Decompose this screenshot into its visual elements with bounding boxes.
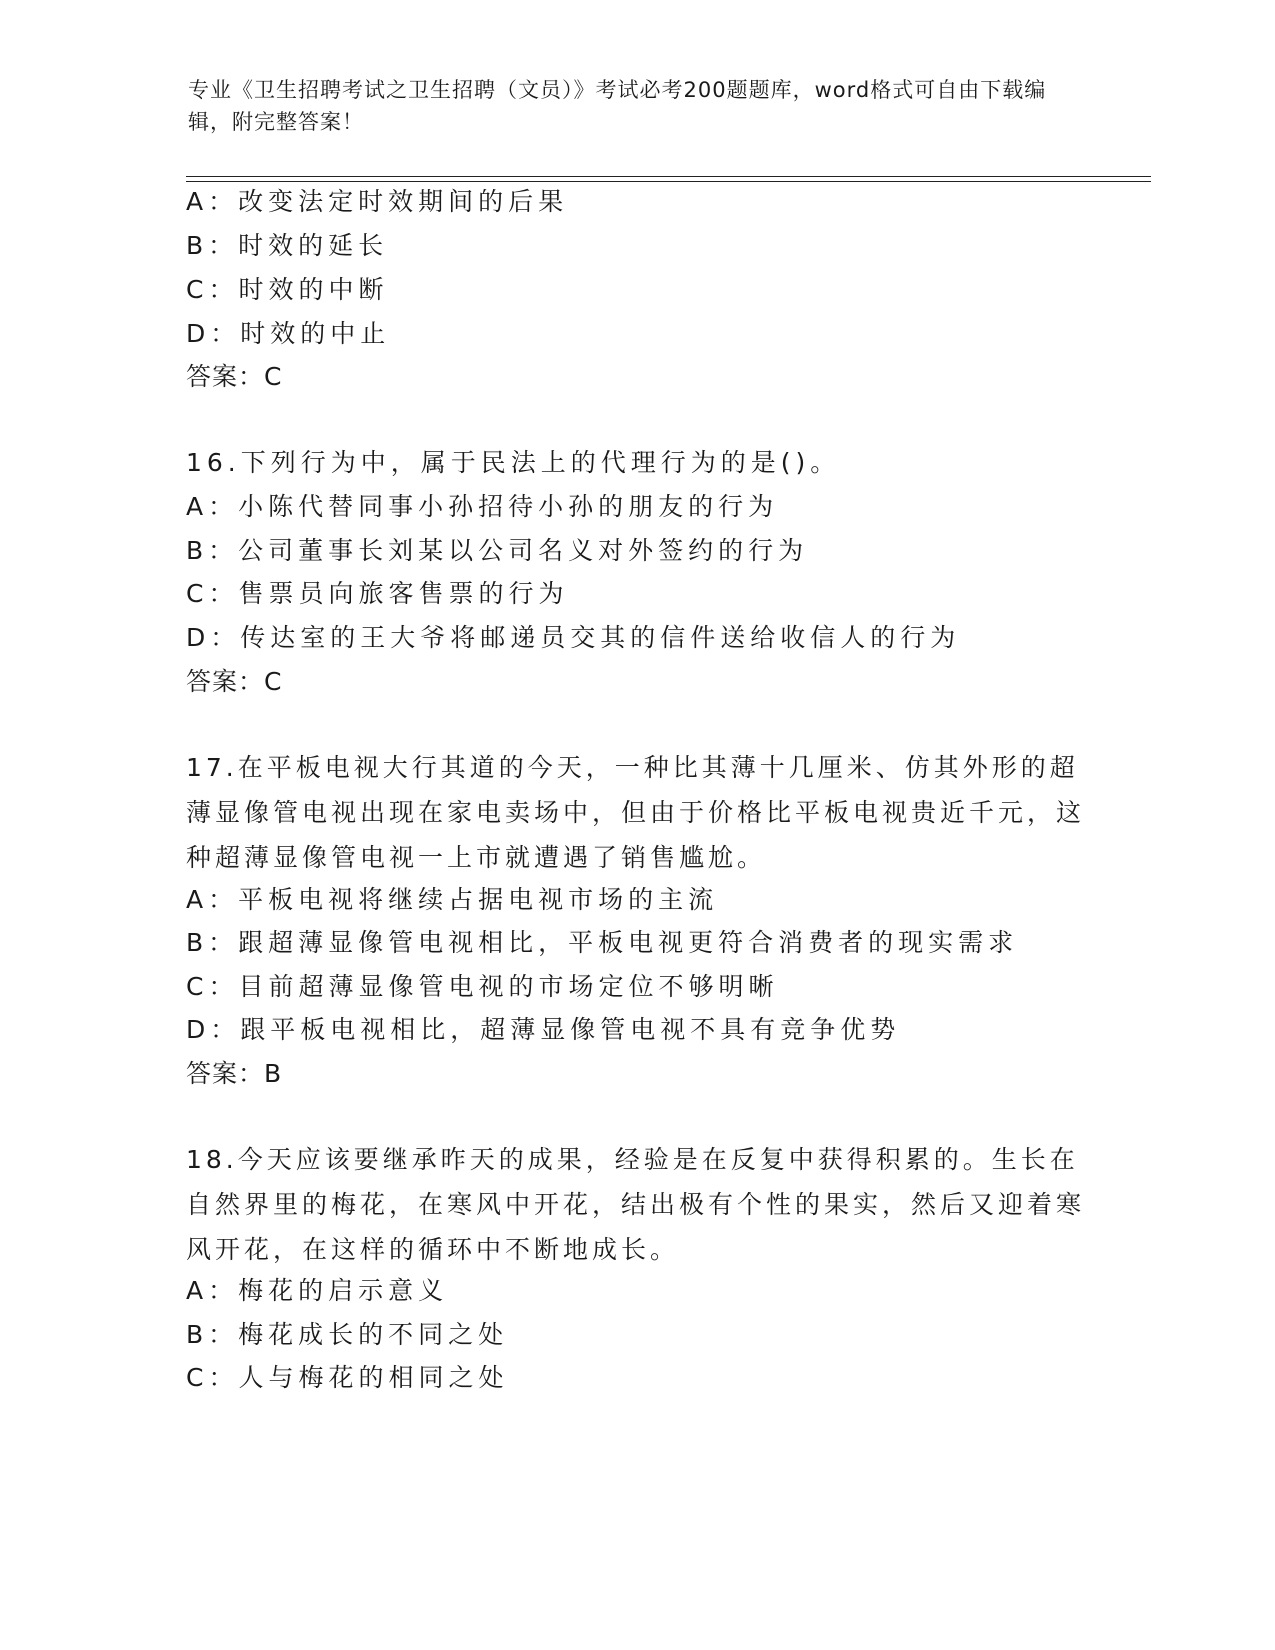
q16-option-d: D：传达室的王大爷将邮递员交其的信件送给收信人的行为 (186, 623, 961, 652)
q16-option-a: A：小陈代替同事小孙招待小孙的朋友的行为 (186, 492, 779, 521)
header-rule-bottom (186, 181, 1151, 182)
q18-option-a: A：梅花的启示意义 (186, 1276, 449, 1305)
question-18: 18.今天应该要继承昨天的成果，经验是在反复中获得积累的。生长在自然界里的梅花，在寒风中开花，结出极有个性的果实，然后又迎着寒风开花，在这样的循环中不断地成长。 (186, 1145, 1086, 1264)
q17-option-d: D：跟平板电视相比，超薄显像管电视不具有竞争优势 (186, 1015, 901, 1044)
q16-option-b: B：公司董事长刘某以公司名义对外签约的行为 (186, 536, 809, 565)
q16-option-c: C：售票员向旅客售票的行为 (186, 579, 569, 608)
q17-option-c: C：目前超薄显像管电视的市场定位不够明晰 (186, 972, 779, 1001)
q18-option-c: C：人与梅花的相同之处 (186, 1363, 509, 1392)
q18-option-b: B：梅花成长的不同之处 (186, 1320, 509, 1349)
q16-answer: 答案：C (186, 667, 283, 696)
question-17: 17.在平板电视大行其道的今天，一种比其薄十几厘米、仿其外形的超薄显像管电视出现在家电卖场中，但由于价格比平板电视贵近千元，这种超薄显像管电视一上市就遭遇了销售尴尬。 (186, 753, 1086, 872)
header-rule-top (186, 176, 1151, 177)
q17-option-b: B：跟超薄显像管电视相比，平板电视更符合消费者的现实需求 (186, 928, 1019, 957)
answer-line: 答案：C (186, 362, 283, 391)
option-a: A：改变法定时效期间的后果 (186, 187, 569, 216)
option-d: D：时效的中止 (186, 319, 391, 348)
q17-answer: 答案：B (186, 1059, 283, 1088)
q17-option-a: A：平板电视将继续占据电视市场的主流 (186, 885, 719, 914)
option-c: C：时效的中断 (186, 275, 389, 304)
question-16: 16.下列行为中，属于民法上的代理行为的是()。 (186, 448, 841, 477)
document-header: 专业《卫生招聘考试之卫生招聘（文员）》考试必考200题题库，word格式可自由下载编辑，附完整答案！ (188, 78, 1047, 134)
option-b: B：时效的延长 (186, 231, 389, 260)
